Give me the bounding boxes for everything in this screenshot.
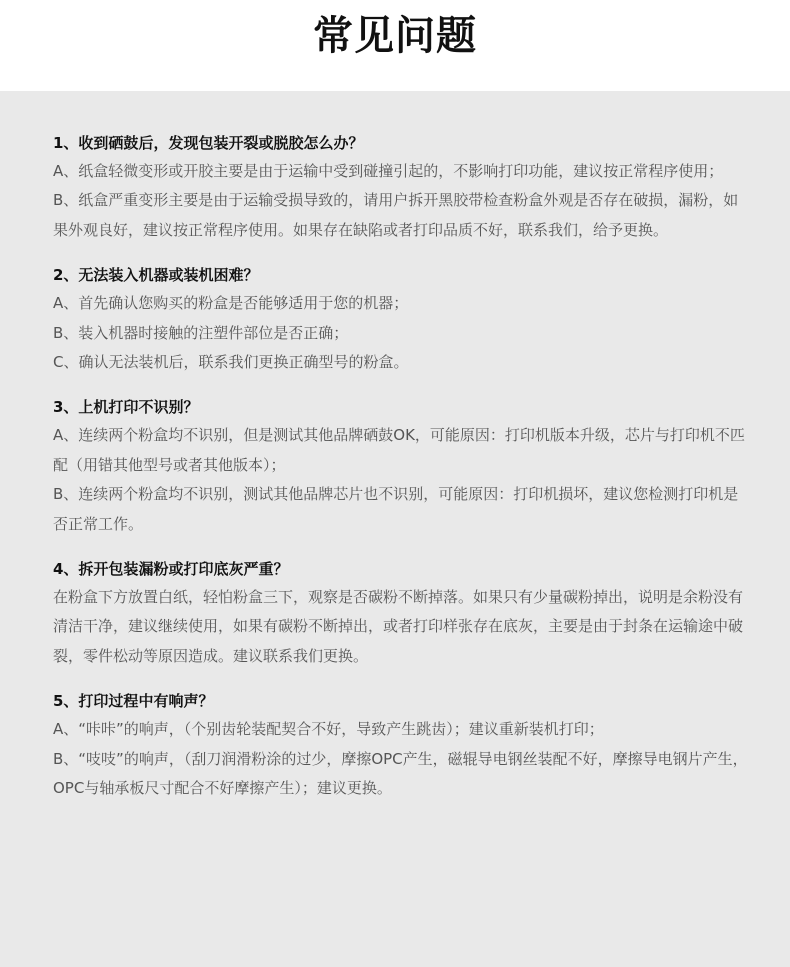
faq-item-3: [53, 396, 753, 539]
faq-question: 2、无法装入机器或装机困难？: [53, 266, 259, 285]
faq-question: 4、拆开包装漏粉或打印底灰严重？: [53, 560, 289, 579]
faq-item-5: [53, 690, 753, 803]
page-header: [0, 0, 790, 91]
faq-answer: B、纸盒严重变形主要是由于运输受损导致的，请用户拆开黑胶带检查粉盒外观是否存在破损，漏粉，如果外观良好，建议按正常程序使用。如果存在缺陷或者打印品质不好，联系我们，给予更换。: [53, 191, 739, 239]
page-title: 常见问题: [313, 13, 477, 59]
faq-answer: A、首先确认您购买的粉盒是否能够适用于您的机器；: [53, 294, 409, 313]
faq-question: 3、上机打印不识别？: [53, 398, 199, 417]
faq-item-4: [53, 558, 753, 671]
faq-answer: A、纸盒轻微变形或开胶主要是由于运输中受到碰撞引起的，不影响打印功能，建议按正常程序使用；: [53, 162, 724, 180]
faq-answer: B、连续两个粉盒均不识别，测试其他品牌芯片也不识别，可能原因：打印机损坏，建议您检测打印机是否正常工作。: [53, 485, 739, 533]
faq-question: 1、收到硒鼓后，发现包装开裂或脱胶怎么办？: [53, 134, 364, 152]
faq-answer: A、连续两个粉盒均不识别，但是测试其他品牌硒鼓OK，可能原因：打印机版本升级，芯片与打印机不匹配（用错其他型号或者其他版本）；: [53, 426, 745, 474]
faq-item-2: [53, 264, 753, 377]
faq-answer: A、“咔咔”的响声，（个别齿轮装配契合不好，导致产生跳齿）；建议重新装机打印；: [53, 720, 604, 739]
faq-item-1: [53, 132, 753, 245]
faq-question: 5、打印过程中有响声？: [53, 692, 214, 711]
faq-answer: C、确认无法装机后，联系我们更换正确型号的粉盒。: [53, 353, 409, 372]
faq-section: [0, 91, 790, 967]
faq-list: [53, 132, 753, 823]
faq-answer: 在粉盒下方放置白纸，轻怕粉盒三下，观察是否碳粉不断掉落。如果只有少量碳粉掉出，说明是余粉没有清洁干净，建议继续使用，如果有碳粉不断掉出，或者打印样张存在底灰，主要是由于封条在运输途中破裂，零件松动等原因造成。建议联系我们更换。: [53, 588, 744, 665]
faq-answer: B、“吱吱”的响声，（刮刀润滑粉涂的过少，摩擦OPC产生，磁辊导电钢丝装配不好，摩擦导电钢片产生，OPC与轴承板尺寸配合不好摩擦产生）；建议更换。: [53, 749, 748, 798]
faq-answer: B、装入机器时接触的注塑件部位是否正确；: [53, 323, 349, 342]
